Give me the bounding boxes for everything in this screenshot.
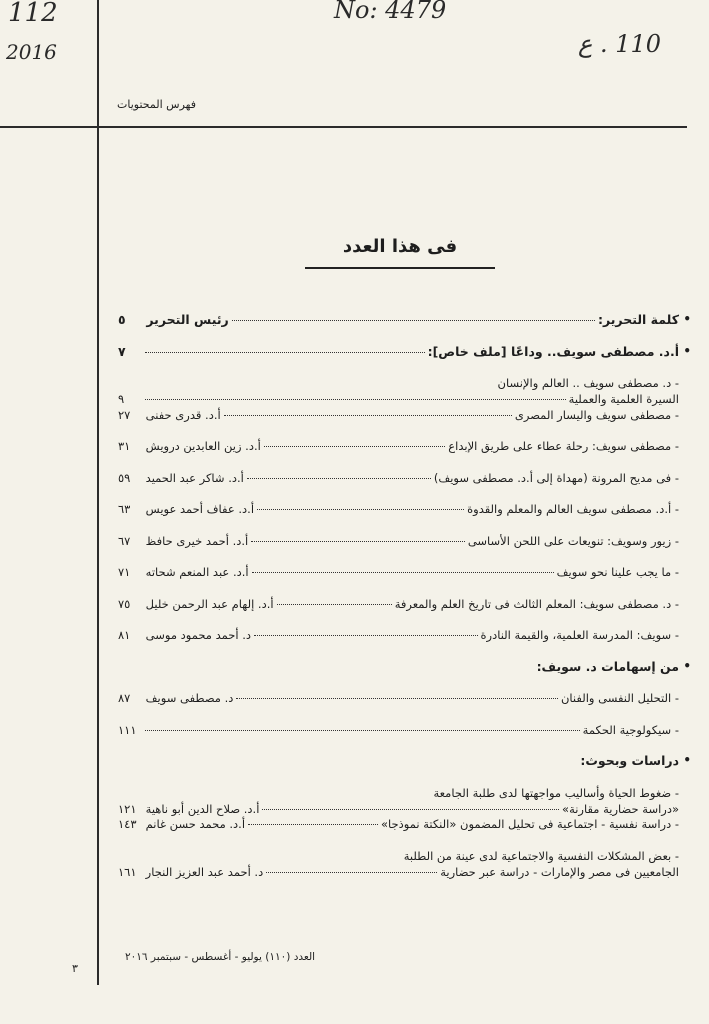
toc-entry-title: - فى مديح المرونة (مهداة إلى أ.د. مصطفى سويف): [433, 470, 679, 485]
dot-leader: [257, 509, 464, 510]
page-number: ٣: [72, 962, 78, 975]
toc-entry-page: ٧١: [118, 565, 131, 579]
toc-entry-page: ٢٧: [118, 407, 131, 422]
toc-entry: [118, 375, 683, 407]
handwritten-accession-number: No: 4479: [334, 0, 447, 24]
dot-leader: [266, 872, 437, 873]
toc-entry-page: ١٤٣: [118, 817, 137, 831]
toc-entry-author: د. أحمد عبد العزيز النجار: [145, 864, 264, 879]
dot-leader: [236, 698, 558, 699]
toc-entry-page: ٧: [118, 343, 126, 359]
toc-entry-title: - دراسة نفسية - اجتماعية فى تحليل المضمون «النكتة نموذجا»: [380, 817, 679, 831]
handwritten-year: 2016: [6, 40, 57, 64]
dot-leader: [145, 730, 580, 731]
toc-entry-author: أ.د. صلاح الدين أبو ناهية: [145, 801, 260, 816]
toc-section: [118, 312, 691, 344]
toc-entry: [118, 722, 683, 754]
issue-footer: العدد (١١٠) يوليو - أغسطس - سبتمبر ٢٠١٦: [125, 951, 316, 963]
toc-entry: [118, 816, 683, 848]
toc-entry-author: د. أحمد محمود موسى: [145, 628, 252, 642]
toc-entry: [118, 533, 683, 565]
toc-entry-title-cont: السيرة العلمية والعملية: [568, 392, 679, 406]
toc-entry-title-cont: «دراسة حضارية مقارنة»: [562, 801, 679, 816]
table-of-contents: [118, 312, 691, 879]
handwritten-note-top-left: 112: [8, 0, 58, 28]
bullet-icon: •: [683, 312, 691, 326]
page-title: فى هذا العدد: [342, 236, 458, 257]
dot-leader: [264, 446, 446, 447]
toc-entry-author: أ.د. شاكر عبد الحميد: [145, 470, 244, 485]
toc-entry-title: - د. مصطفى سويف .. العالم والإنسان: [497, 376, 679, 390]
toc-section-title: أ.د. مصطفى سويف.. وداعًا [ملف خاص]:: [427, 343, 679, 359]
dot-leader: [247, 478, 431, 479]
toc-section-title: كلمة التحرير:: [597, 312, 679, 327]
toc-section: [118, 753, 691, 785]
dot-leader: [224, 415, 512, 416]
toc-entry-title: - سيكولوجية الحكمة: [582, 722, 679, 737]
header-rule: [0, 126, 687, 128]
toc-section: [118, 343, 691, 376]
toc-entry-title: - زيور وسويف: تنويعات على اللحن الأساسى: [467, 533, 679, 548]
bullet-icon: •: [683, 658, 691, 673]
toc-entry: [118, 627, 683, 659]
toc-section: [118, 658, 691, 691]
toc-entry-title-cont: الجامعيين فى مصر والإمارات - دراسة عبر حضارية: [440, 864, 679, 879]
dot-leader: [254, 635, 477, 636]
toc-entry-page: ٩: [118, 392, 125, 406]
toc-entry-author: أ.د. أحمد خيرى حافظ: [145, 533, 249, 548]
toc-section-title: من إسهامات د. سويف:: [536, 658, 679, 674]
toc-entry-page: ٧٥: [118, 596, 131, 611]
toc-entry-page: ١١١: [118, 722, 137, 737]
toc-entry: [118, 596, 683, 628]
dot-leader: [145, 352, 425, 353]
toc-entry-author: أ.د. محمد حسن غانم: [145, 817, 246, 831]
bullet-icon: •: [683, 753, 691, 767]
toc-entry-page: ٦٣: [118, 502, 131, 516]
margin-rule-vertical: [97, 0, 99, 985]
toc-entry-page: ٣١: [118, 439, 131, 453]
toc-entry-page: ١٦١: [118, 864, 137, 879]
toc-entry-author: أ.د. زين العابدين درويش: [145, 439, 261, 453]
toc-entry: [118, 407, 683, 439]
toc-entry: [118, 690, 683, 722]
toc-entry-page: ٥٩: [118, 470, 131, 485]
toc-entry-title: - مصطفى سويف: رحلة عطاء على طريق الإبداع: [448, 439, 679, 453]
toc-entry-title: - ضغوط الحياة وأساليب مواجهتها لدى طلبة الجامعة: [433, 785, 679, 800]
dot-leader: [252, 572, 554, 573]
toc-entry: [118, 848, 683, 880]
dot-leader: [248, 824, 378, 825]
dot-leader: [145, 399, 566, 400]
toc-entry-author: د. مصطفى سويف: [145, 691, 234, 705]
toc-entry: [118, 785, 683, 817]
toc-entry: [118, 564, 683, 596]
toc-entry: [118, 501, 683, 533]
toc-entry-title: - أ.د. مصطفى سويف العالم والمعلم والقدوة: [467, 502, 679, 516]
toc-entry-title: - ما يجب علينا نحو سويف: [556, 565, 679, 579]
title-underline: [305, 267, 495, 269]
toc-entry-author: أ.د. إلهام عبد الرحمن خليل: [145, 596, 274, 611]
toc-entry-title: - د. مصطفى سويف: المعلم الثالث فى تاريخ العلم والمعرفة: [394, 596, 679, 611]
toc-entry-page: ٨١: [118, 628, 131, 642]
dot-leader: [251, 541, 465, 542]
handwritten-issue-number: 110 . ع: [578, 30, 662, 58]
toc-entry: [118, 438, 683, 470]
toc-entry-title: - التحليل النفسى والفنان: [560, 691, 679, 705]
dot-leader: [277, 604, 392, 605]
toc-entry-author: أ.د. عفاف أحمد عويس: [145, 502, 255, 516]
toc-entry-title: - مصطفى سويف واليسار المصرى: [514, 407, 679, 422]
toc-entry: [118, 470, 683, 502]
dot-leader: [262, 809, 559, 810]
toc-entry-page: ٥: [118, 312, 126, 327]
toc-entry-author: أ.د. قدرى حفنى: [145, 407, 221, 422]
bullet-icon: •: [683, 343, 691, 358]
toc-section-title: دراسات وبحوث:: [580, 753, 679, 768]
toc-entry-page: ٨٧: [118, 691, 131, 705]
toc-entry-page: ٦٧: [118, 533, 131, 548]
toc-entry-title: - سويف: المدرسة العلمية، والقيمة النادرة: [480, 628, 679, 642]
dot-leader: [232, 320, 595, 321]
toc-entry-page: ١٢١: [118, 801, 137, 816]
toc-entry-author: أ.د. عبد المنعم شحاته: [145, 565, 249, 579]
toc-entry-title: - بعض المشكلات النفسية والاجتماعية لدى عينة من الطلبة: [403, 848, 679, 863]
running-header: فهرس المحتويات: [117, 98, 196, 111]
toc-entry-author: رئيس التحرير: [146, 312, 229, 327]
